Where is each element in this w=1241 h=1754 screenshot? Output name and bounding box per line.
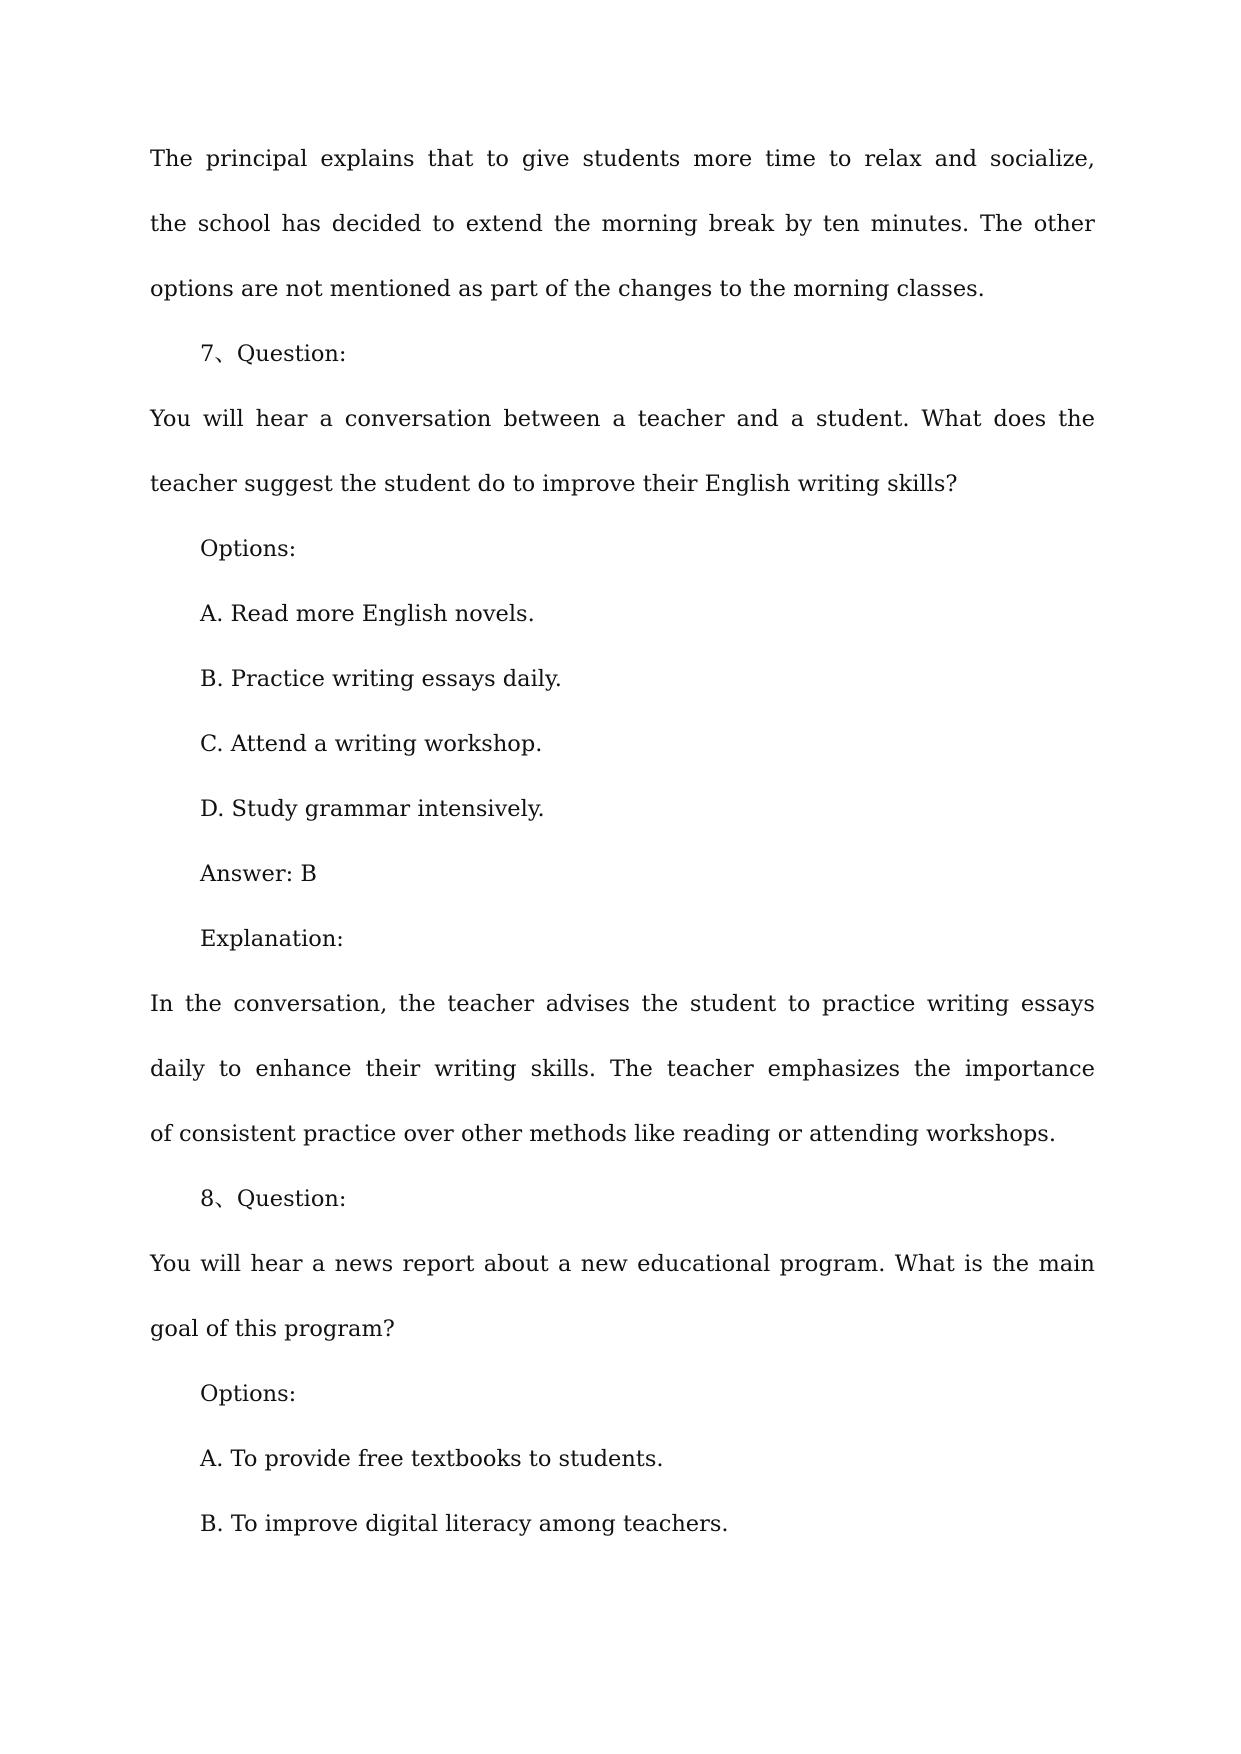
word: the xyxy=(398,991,436,1017)
word: a xyxy=(557,1251,572,1277)
word: morning xyxy=(601,211,698,237)
question-prompt-line: goal of this program? xyxy=(150,1316,395,1342)
word: ten xyxy=(822,211,860,237)
explanation-line xyxy=(150,142,1095,207)
document-content xyxy=(150,142,1095,1572)
option-a: A. Read more English novels. xyxy=(200,601,535,627)
question-heading: 7、Question: xyxy=(200,341,347,367)
question-prompt-line xyxy=(150,1247,1095,1312)
option-a: A. To provide free textbooks to students. xyxy=(200,1446,664,1472)
word: enhance xyxy=(255,1056,352,1082)
word: writing xyxy=(434,1056,517,1082)
word: socialize, xyxy=(989,146,1095,172)
word: principal xyxy=(205,146,308,172)
word: a xyxy=(612,406,626,432)
explanation-line xyxy=(150,1052,1095,1117)
word: will xyxy=(202,406,244,432)
word: students xyxy=(582,146,681,172)
word: to xyxy=(787,991,811,1017)
word: You xyxy=(150,1251,191,1277)
word: the xyxy=(150,211,187,237)
explanation-line xyxy=(150,987,1095,1052)
word: daily xyxy=(150,1056,205,1082)
word: report xyxy=(402,1251,475,1277)
word: their xyxy=(365,1056,421,1082)
explanation-line: of consistent practice over other methods like reading or attending workshops. xyxy=(150,1121,1056,1147)
word: the xyxy=(641,991,679,1017)
word: does xyxy=(993,406,1047,432)
word: program. xyxy=(779,1251,886,1277)
word: practice xyxy=(822,991,916,1017)
question-heading: 8、Question: xyxy=(200,1186,347,1212)
word: educational xyxy=(637,1251,771,1277)
word: and xyxy=(934,146,977,172)
word: The xyxy=(609,1056,653,1082)
word: a xyxy=(790,406,805,432)
explanation-line xyxy=(150,207,1095,272)
word: extend xyxy=(465,211,543,237)
explanation-line: options are not mentioned as part of the changes to the morning classes. xyxy=(150,276,985,302)
word: break xyxy=(708,211,775,237)
word: to xyxy=(432,211,455,237)
options-label: Options: xyxy=(200,1381,297,1407)
word: the xyxy=(914,1056,951,1082)
word: skills. xyxy=(530,1056,597,1082)
word: In xyxy=(150,991,174,1017)
word: between xyxy=(503,406,601,432)
word: the xyxy=(553,211,591,237)
word: What xyxy=(921,406,982,432)
word: explains xyxy=(320,146,415,172)
word: new xyxy=(580,1251,628,1277)
option-c: C. Attend a writing workshop. xyxy=(200,731,543,757)
word: relax xyxy=(864,146,922,172)
word: essays xyxy=(1020,991,1095,1017)
options-label: Options: xyxy=(200,536,297,562)
word: other xyxy=(1033,211,1095,237)
word: importance xyxy=(964,1056,1095,1082)
word: main xyxy=(1038,1251,1095,1277)
word: advises xyxy=(545,991,630,1017)
word: conversation, xyxy=(233,991,388,1017)
word: The xyxy=(980,211,1023,237)
word: teacher xyxy=(447,991,535,1017)
word: time xyxy=(765,146,816,172)
word: student. xyxy=(816,406,910,432)
word: more xyxy=(693,146,753,172)
word: a xyxy=(311,1251,326,1277)
option-b: B. To improve digital literacy among teachers. xyxy=(200,1511,729,1537)
word: by xyxy=(784,211,813,237)
word: has xyxy=(281,211,321,237)
question-prompt-line xyxy=(150,402,1095,467)
word: to xyxy=(828,146,852,172)
word: student xyxy=(689,991,777,1017)
word: news xyxy=(334,1251,394,1277)
word: to xyxy=(486,146,509,172)
option-d: D. Study grammar intensively. xyxy=(200,796,545,822)
word: The xyxy=(150,146,193,172)
word: that xyxy=(427,146,474,172)
word: teacher xyxy=(637,406,725,432)
answer-line: Answer: B xyxy=(200,861,317,887)
word: the xyxy=(992,1251,1030,1277)
word: school xyxy=(197,211,271,237)
word: What xyxy=(894,1251,955,1277)
option-b: B. Practice writing essays daily. xyxy=(200,666,562,692)
word: writing xyxy=(926,991,1010,1017)
explanation-label: Explanation: xyxy=(200,926,344,952)
word: decided xyxy=(331,211,422,237)
word: emphasizes xyxy=(767,1056,901,1082)
word: to xyxy=(218,1056,242,1082)
word: conversation xyxy=(344,406,492,432)
word: and xyxy=(736,406,779,432)
word: give xyxy=(521,146,570,172)
word: the xyxy=(1058,406,1095,432)
word: teacher xyxy=(666,1056,754,1082)
word: the xyxy=(184,991,222,1017)
word: about xyxy=(483,1251,549,1277)
word: is xyxy=(964,1251,983,1277)
word: You xyxy=(150,406,191,432)
question-prompt-line: teacher suggest the student do to improve their English writing skills? xyxy=(150,471,958,497)
word: a xyxy=(319,406,333,432)
word: will xyxy=(200,1251,242,1277)
word: hear xyxy=(255,406,308,432)
word: hear xyxy=(250,1251,303,1277)
word: minutes. xyxy=(870,211,970,237)
